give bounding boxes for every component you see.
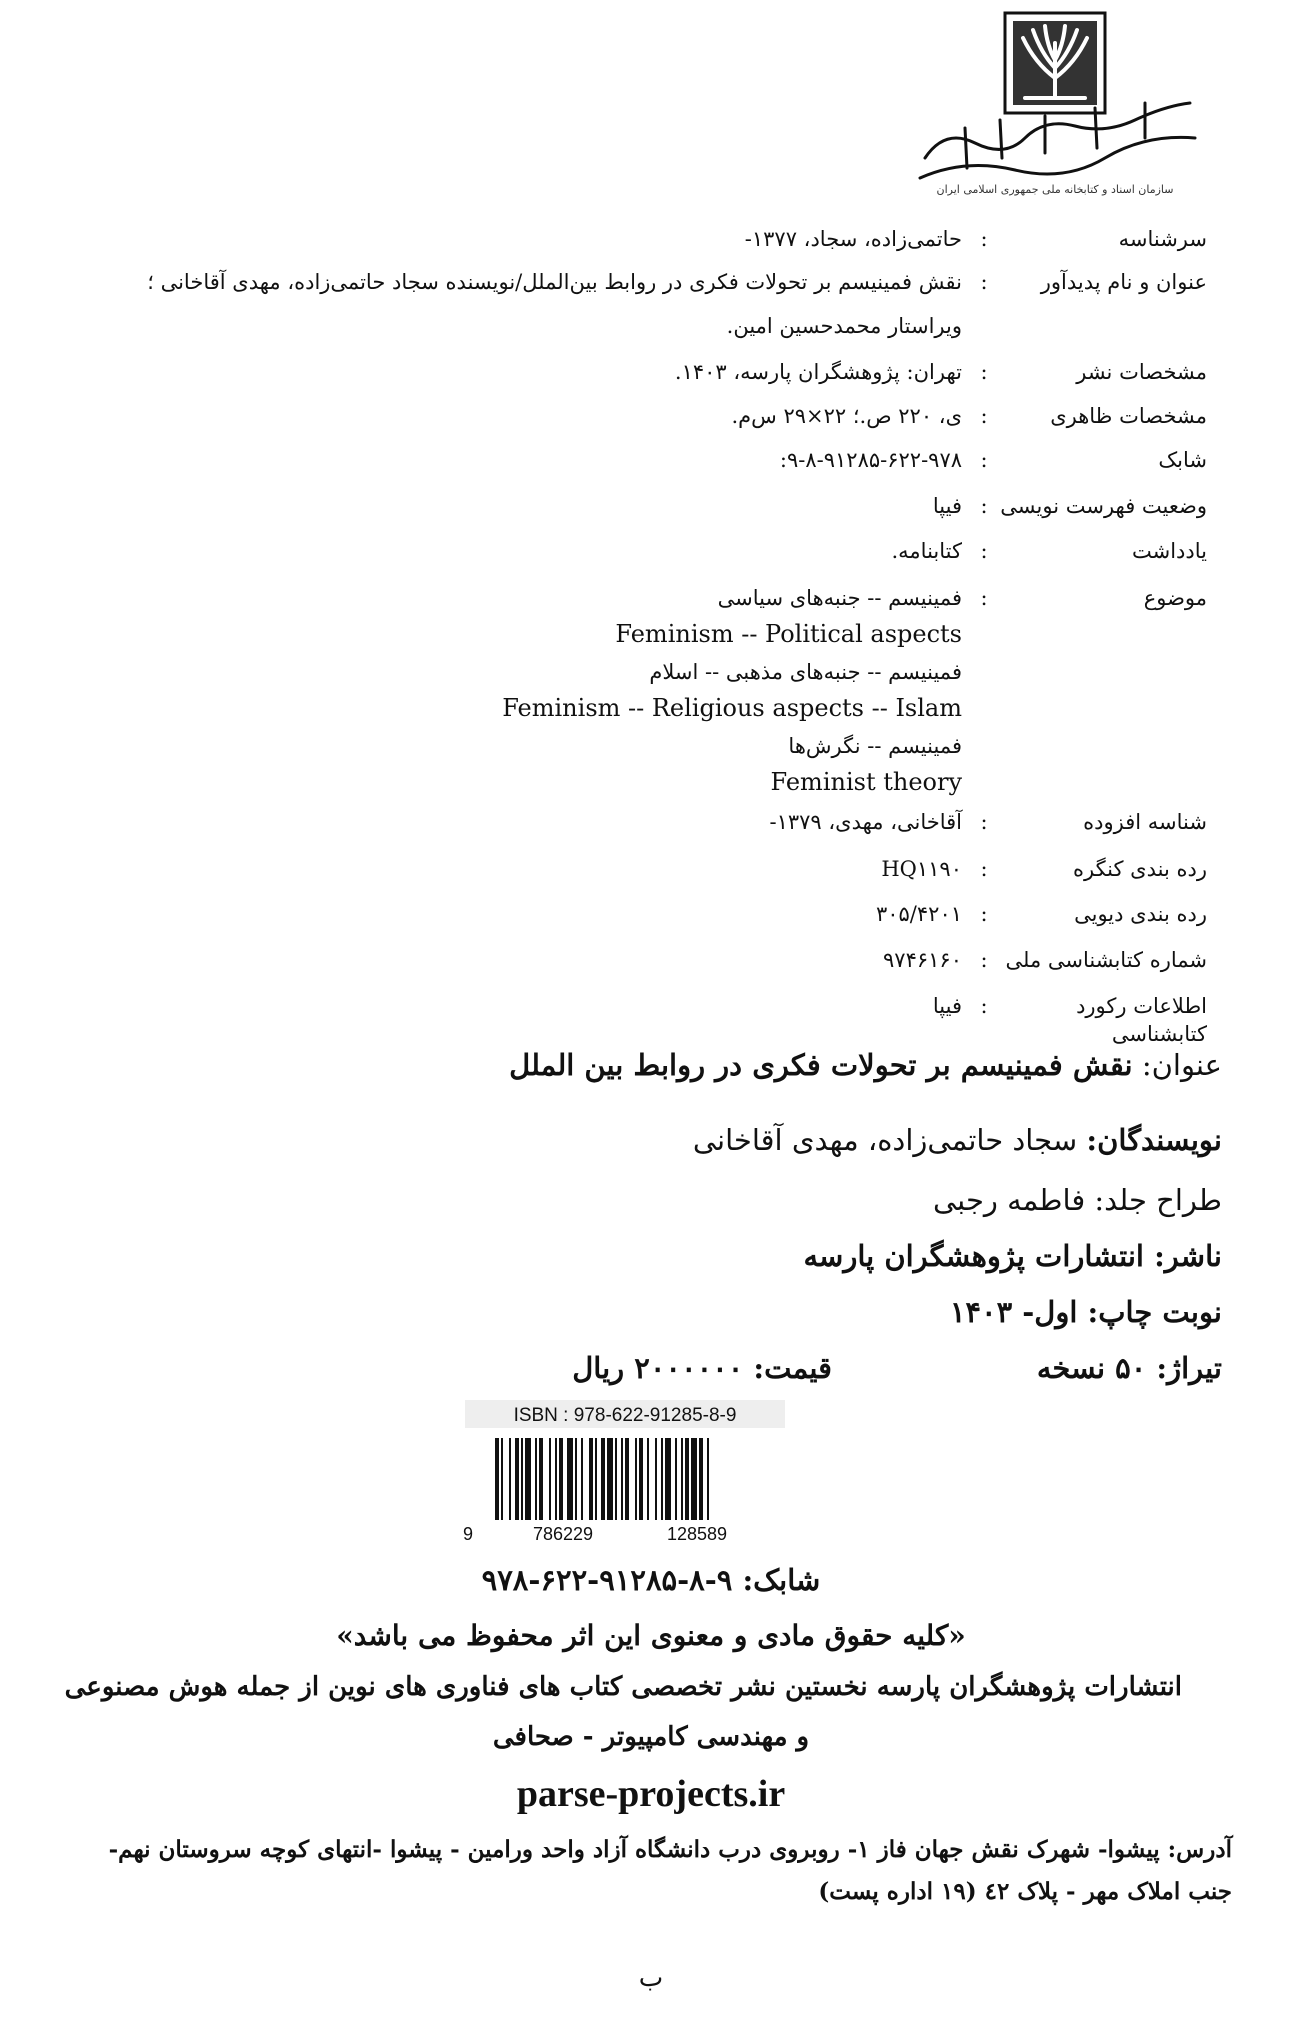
- website-link[interactable]: parse-projects.ir: [516, 1773, 786, 1815]
- national-library-logo: [905, 8, 1205, 198]
- catalog-value-en-text: Feminism -- Religious aspects -- Islam: [502, 694, 962, 722]
- catalog-colon: :: [980, 360, 988, 384]
- catalog-colon: :: [980, 857, 988, 881]
- catalog-value: فمینیسم -- جنبه‌های سیاسی: [717, 586, 962, 610]
- catalog-label: اطلاعات رکورد کتابشناسی: [1076, 994, 1207, 1046]
- barcode-bar: [495, 1438, 499, 1520]
- catalog-label: مشخصات ظاهری: [1050, 404, 1207, 428]
- catalog-value: حاتمی‌زاده، سجاد، ۱۳۷۷-: [744, 227, 962, 251]
- address-line-1: آدرس: پیشوا- شهرک نقش جهان فاز ۱- روبروی درب دانشگاه آزاد واحد ورامین - پیشوا -انتهای کوچه سروستان نهم-: [108, 1836, 1232, 1863]
- edition: نوبت چاپ: اول- ۱۴۰۳: [949, 1295, 1222, 1329]
- book-title-line: [509, 1045, 1222, 1085]
- barcode-icon: [462, 1400, 785, 1550]
- catalog-label: وضعیت فهرست نویسی: [1000, 494, 1207, 518]
- catalog-colon: :: [980, 994, 988, 1018]
- barcode-bar: [525, 1438, 531, 1520]
- catalog-value: آقاخانی، مهدی، ۱۳۷۹-: [769, 810, 962, 834]
- authors-line: [693, 1120, 1222, 1160]
- barcode-digits-mid: 786229: [532, 1524, 594, 1544]
- catalog-colon: :: [980, 810, 988, 834]
- barcode-bar: [685, 1438, 689, 1520]
- barcode-bar: [707, 1438, 709, 1520]
- copyright-notice: «کلیه حقوق مادی و معنوی این اثر محفوظ می باشد»: [336, 1619, 966, 1652]
- catalog-value: فیپا: [932, 994, 962, 1018]
- barcode-bar: [607, 1438, 613, 1520]
- barcode-bar: [601, 1438, 605, 1520]
- barcode-bar: [665, 1438, 671, 1520]
- circulation: تیراژ: ۵۰ نسخه: [1036, 1351, 1222, 1385]
- catalog-value-en: [62, 768, 962, 797]
- catalog-colon: :: [980, 270, 988, 294]
- catalog-value: ویراستار محمدحسین امین.: [726, 314, 962, 338]
- barcode-isbn-label: ISBN : 978-622-91285-8-9: [513, 1405, 737, 1426]
- barcode-bar: [567, 1438, 573, 1520]
- address-line-2: جنب املاک مهر - پلاک ٤٢ (١٩ اداره پست): [818, 1878, 1232, 1905]
- catalog-value: ۳۰۵/۴۲۰۱: [875, 902, 962, 926]
- logo-caption: سازمان اسناد و کتابخانه ملی جمهوری اسلامی ایران: [936, 183, 1174, 196]
- catalog-colon: :: [980, 227, 988, 251]
- barcode-bar: [675, 1438, 677, 1520]
- barcode-bar: [647, 1438, 649, 1520]
- catalog-colon: :: [980, 448, 988, 472]
- catalog-value-en-text: Feminist theory: [770, 768, 962, 796]
- catalog-colon: :: [980, 404, 988, 428]
- catalog-value: فیپا: [932, 494, 962, 518]
- barcode-bar: [589, 1438, 593, 1520]
- catalog-value-en-text: Feminism -- Political aspects: [615, 620, 962, 648]
- catalog-label: یادداشت: [1132, 539, 1207, 563]
- barcode-bar: [559, 1438, 563, 1520]
- catalog-value: ۹۷۴۶۱۶۰: [883, 948, 962, 972]
- catalog-label: مشخصات نشر: [1076, 360, 1207, 384]
- barcode-digits-right: 128589: [666, 1524, 728, 1544]
- catalog-value: کتابنامه.: [891, 539, 962, 563]
- about-publisher-line-2: و مهندسی کامپیوتر - صحافی: [492, 1722, 810, 1752]
- catalog-label: رده بندی کنگره: [1072, 857, 1207, 881]
- title-label: عنوان:: [1141, 1048, 1222, 1082]
- page-number: ب: [638, 1963, 664, 1993]
- barcode-bar: [575, 1438, 577, 1520]
- authors: سجاد حاتمی‌زاده، مهدی آقاخانی: [692, 1123, 1078, 1157]
- barcode-bar: [539, 1438, 543, 1520]
- barcode-bar: [509, 1438, 511, 1520]
- barcode-bar: [655, 1438, 657, 1520]
- catalog-value: ی، ۲۲۰ ص.؛ ۲۲×۲۹ س‌م.: [731, 404, 962, 428]
- catalog-colon: :: [980, 902, 988, 926]
- catalog-colon: :: [980, 494, 988, 518]
- barcode-bar: [639, 1438, 643, 1520]
- barcode-bar: [535, 1438, 537, 1520]
- publisher: ناشر: انتشارات پژوهشگران پارسه: [803, 1239, 1222, 1273]
- catalog-label: عنوان و نام پدیدآور: [1040, 270, 1207, 294]
- catalog-label: سرشناسه: [1118, 227, 1207, 251]
- price: قیمت: ۲۰۰۰۰۰۰ ریال: [572, 1351, 832, 1385]
- barcode-bar: [615, 1438, 617, 1520]
- barcode-bar: [549, 1438, 551, 1520]
- barcode-bar: [595, 1438, 597, 1520]
- catalog-value: فمینیسم -- جنبه‌های مذهبی -- اسلام: [649, 660, 962, 684]
- isbn-barcode: [462, 1400, 785, 1550]
- catalog-value: نقش فمینیسم بر تحولات فکری در روابط بین‌الملل/نویسنده سجاد حاتمی‌زاده، مهدی آقاخانی ؛: [147, 270, 962, 294]
- barcode-bar: [581, 1438, 583, 1520]
- barcode-bar: [681, 1438, 683, 1520]
- barcode-bar: [621, 1438, 623, 1520]
- barcode-digits-left: 9: [462, 1524, 473, 1544]
- isbn-line: شابک: ۹-۸-۹۱۲۸۵-۶۲۲-۹۷۸: [481, 1563, 821, 1597]
- catalog-label: شماره کتابشناسی ملی: [1005, 948, 1207, 972]
- catalog-label: رده بندی دیویی: [1074, 902, 1207, 926]
- authors-label: نویسندگان:: [1086, 1123, 1222, 1157]
- catalog-colon: :: [980, 586, 988, 610]
- barcode-bar: [501, 1438, 503, 1520]
- catalog-value: تهران: پژوهشگران پارسه، ۱۴۰۳.: [674, 360, 962, 384]
- catalog-value: فمینیسم -- نگرش‌ها: [788, 734, 962, 758]
- barcode-bar: [515, 1438, 519, 1520]
- barcode-bar: [521, 1438, 523, 1520]
- barcode-bar: [555, 1438, 557, 1520]
- catalog-label: موضوع: [1143, 586, 1207, 610]
- catalog-colon: :: [980, 539, 988, 563]
- catalog-value: ۹-۸-۹۱۲۸۵-۶۲۲-۹۷۸:: [779, 448, 962, 472]
- about-publisher-line-1: انتشارات پژوهشگران پارسه نخستین نشر تخصصی کتاب های فناوری های نوین از جمله هوش مصنوعی: [64, 1672, 1182, 1702]
- barcode-bar: [699, 1438, 703, 1520]
- catalog-label: شناسه افزوده: [1083, 810, 1207, 834]
- book-title: نقش فمینیسم بر تحولات فکری در روابط بین الملل: [509, 1048, 1133, 1082]
- barcode-bar: [625, 1438, 629, 1520]
- catalog-value-en: [62, 620, 962, 649]
- catalog-colon: :: [980, 948, 988, 972]
- cover-designer: طراح جلد: فاطمه رجبی: [933, 1183, 1222, 1217]
- barcode-bar: [691, 1438, 697, 1520]
- barcode-bar: [635, 1438, 637, 1520]
- library-emblem-icon: [905, 8, 1205, 198]
- catalog-value-en: [62, 694, 962, 723]
- catalog-value: HQ۱۱۹۰: [881, 857, 962, 881]
- catalog-label: شابک: [1158, 448, 1207, 472]
- barcode-bar: [661, 1438, 663, 1520]
